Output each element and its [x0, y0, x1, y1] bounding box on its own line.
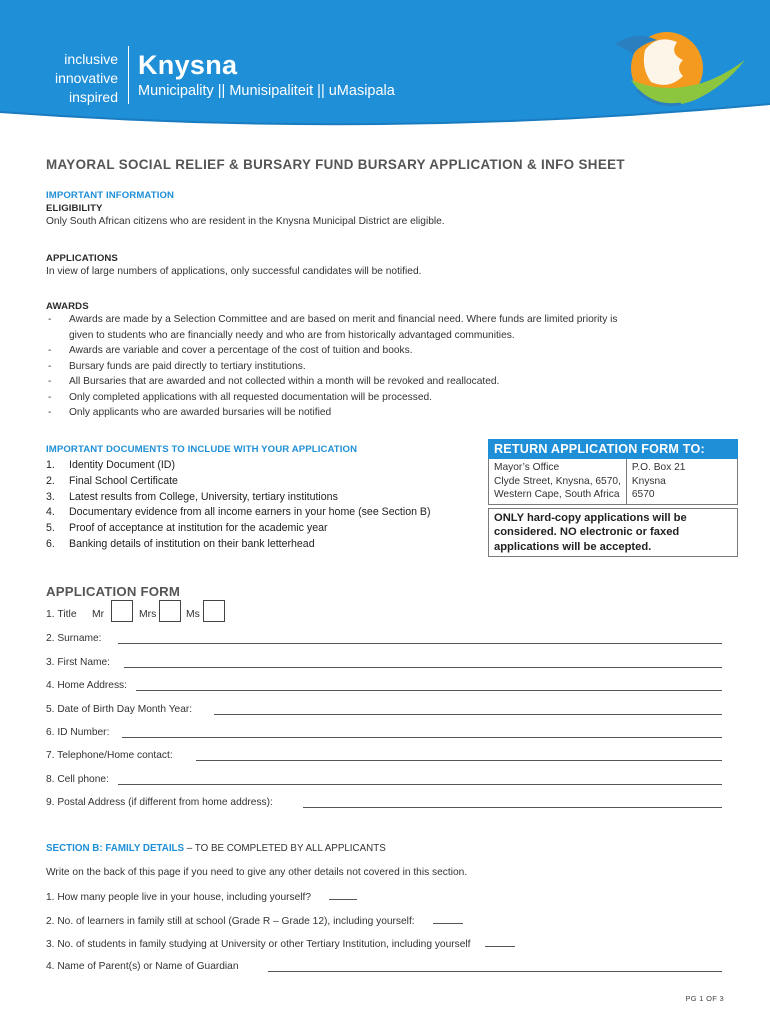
- cell-phone-label: 8. Cell phone:: [46, 774, 109, 785]
- awards-section: [46, 301, 618, 421]
- item-text: Identity Document (ID): [69, 459, 175, 471]
- list-item: - Awards are variable and cover a percentage of the cost of tuition and books.: [46, 343, 618, 359]
- question-4: 4. Name of Parent(s) or Name of Guardian: [46, 961, 239, 972]
- tagline: [55, 50, 118, 107]
- item-number: 4.: [46, 506, 55, 519]
- form-heading: APPLICATION FORM: [46, 584, 181, 599]
- first-name-label: 3. First Name:: [46, 657, 110, 668]
- list-item: - Bursary funds are paid directly to tertiary institutions.: [46, 359, 618, 375]
- ms-checkbox[interactable]: [203, 600, 225, 622]
- address-line: Western Cape, South Africa: [494, 489, 620, 500]
- item-text: Documentary evidence from all income earners in your home (see Section B): [69, 506, 431, 519]
- list-item: [46, 490, 431, 506]
- eligibility-text: Only South African citizens who are resident in the Knysna Municipal District are eligible.: [46, 216, 445, 227]
- postal-address: [627, 459, 691, 504]
- cell-phone-field[interactable]: [118, 784, 722, 785]
- question-text: 2. No. of learners in family still at school (Grade R – Grade 12), including yourself:: [46, 916, 415, 927]
- dob-field[interactable]: [214, 714, 722, 715]
- return-address: [488, 459, 738, 505]
- section-b-label: SECTION B: FAMILY DETAILS: [46, 843, 185, 854]
- question-text: 1. How many people live in your house, including yourself?: [46, 892, 312, 903]
- item-text: Proof of acceptance at institution for the academic year: [69, 522, 328, 535]
- brand-name: Knysna: [138, 50, 238, 80]
- header-divider: [128, 46, 129, 104]
- award-text: given to students who are financially needy and who are from historically advantaged communities.: [69, 329, 515, 341]
- home-address-field[interactable]: [136, 690, 722, 691]
- section-b-note: Write on the back of this page if you need to give any other details not covered in this section.: [46, 867, 468, 878]
- list-item: - All Bursaries that are awarded and not collected within a month will be revoked and reallocated.: [46, 374, 618, 390]
- knysna-logo-icon: [585, 20, 755, 120]
- title-row: [46, 600, 246, 626]
- page-number: PG 1 OF 3: [685, 994, 724, 1003]
- applications-section: [46, 253, 421, 280]
- tagline-line: inspired: [68, 89, 118, 105]
- list-item: [46, 537, 431, 553]
- list-item: [46, 521, 431, 537]
- brand-subtitle: Municipality || Munisipaliteit || uMasipala: [138, 83, 395, 99]
- postal-address-field[interactable]: [303, 807, 722, 808]
- question-2: [46, 914, 463, 927]
- street-address: [489, 459, 627, 504]
- important-heading: IMPORTANT INFORMATION: [46, 190, 175, 201]
- item-number: 3.: [46, 490, 55, 503]
- section-b-heading: [46, 843, 386, 854]
- item-number: 6.: [46, 537, 55, 550]
- home-address-label: 4. Home Address:: [46, 680, 127, 691]
- tagline-line: inclusive: [64, 51, 118, 67]
- id-number-label: 6. ID Number:: [46, 727, 110, 738]
- dob-label: 5. Date of Birth Day Month Year:: [46, 704, 193, 715]
- documents-list: [46, 458, 431, 553]
- applications-text: In view of large numbers of applications, only successful candidates will be notified.: [46, 266, 422, 277]
- important-information: [46, 190, 445, 230]
- hard-copy-note: ONLY hard-copy applications will be considered. NO electronic or faxed applications will be accepted.: [488, 508, 738, 558]
- id-number-field[interactable]: [122, 737, 722, 738]
- title-label: 1. Title: [46, 609, 77, 620]
- documents-heading: IMPORTANT DOCUMENTS TO INCLUDE WITH YOUR APPLICATION: [46, 444, 358, 455]
- return-heading: RETURN APPLICATION FORM TO:: [488, 439, 738, 459]
- list-item: [46, 312, 618, 343]
- postal-address-label: 9. Postal Address (if different from home address):: [46, 797, 273, 808]
- mr-checkbox[interactable]: [111, 600, 133, 622]
- tagline-line: innovative: [54, 70, 118, 86]
- section-b-suffix: – TO BE COMPLETED BY ALL APPLICANTS: [184, 843, 386, 854]
- telephone-field[interactable]: [196, 760, 722, 761]
- address-line: P.O. Box 21: [631, 462, 686, 473]
- list-item: [46, 458, 431, 474]
- applications-label: APPLICATIONS: [46, 253, 118, 264]
- question-text: 3. No. of students in family studying at University or other Tertiary Institution, including yourself: [46, 939, 471, 950]
- awards-list: [46, 312, 618, 421]
- telephone-label: 7. Telephone/Home contact:: [46, 750, 173, 761]
- title-option-mrs: Mrs: [139, 609, 157, 620]
- address-line: Knysna: [631, 475, 666, 487]
- address-line: Clyde Street, Knysna, 6570,: [494, 475, 621, 487]
- awards-label: AWARDS: [46, 301, 89, 312]
- item-text: Final School Certificate: [69, 474, 178, 487]
- item-number: 5.: [46, 522, 55, 535]
- eligibility-label: ELIGIBILITY: [46, 203, 103, 214]
- item-text: Latest results from College, University, tertiary institutions: [69, 490, 338, 503]
- return-address-box: [488, 439, 738, 557]
- learners-count-field[interactable]: [433, 914, 463, 924]
- item-text: Banking details of institution on their bank letterhead: [69, 537, 315, 550]
- title-option-ms: Ms: [186, 609, 200, 620]
- surname-field[interactable]: [118, 643, 722, 644]
- first-name-field[interactable]: [124, 667, 722, 668]
- mrs-checkbox[interactable]: [159, 600, 181, 622]
- item-number: 1.: [46, 459, 55, 471]
- award-text: Awards are made by a Selection Committee and are based on merit and financial need. Where funds are limited priority is: [69, 314, 618, 325]
- question-3: [46, 937, 515, 950]
- surname-label: 2. Surname:: [46, 633, 102, 644]
- list-item: [46, 474, 431, 490]
- address-line: 6570: [631, 489, 655, 500]
- address-line: Mayor’s Office: [494, 462, 560, 473]
- header-banner: [0, 0, 770, 133]
- list-item: [46, 505, 431, 521]
- guardian-name-field[interactable]: [268, 971, 722, 972]
- list-item: - Only applicants who are awarded bursaries will be notified: [46, 405, 618, 421]
- list-item: - Only completed applications with all requested documentation will be processed.: [46, 390, 618, 406]
- title-option-mr: Mr: [92, 609, 105, 620]
- question-1: [46, 890, 357, 903]
- household-size-field[interactable]: [329, 890, 357, 900]
- documents-section: [46, 444, 431, 553]
- item-number: 2.: [46, 474, 55, 487]
- students-count-field[interactable]: [485, 937, 515, 947]
- document-title: MAYORAL SOCIAL RELIEF & BURSARY FUND BURSARY APPLICATION & INFO SHEET: [46, 157, 625, 172]
